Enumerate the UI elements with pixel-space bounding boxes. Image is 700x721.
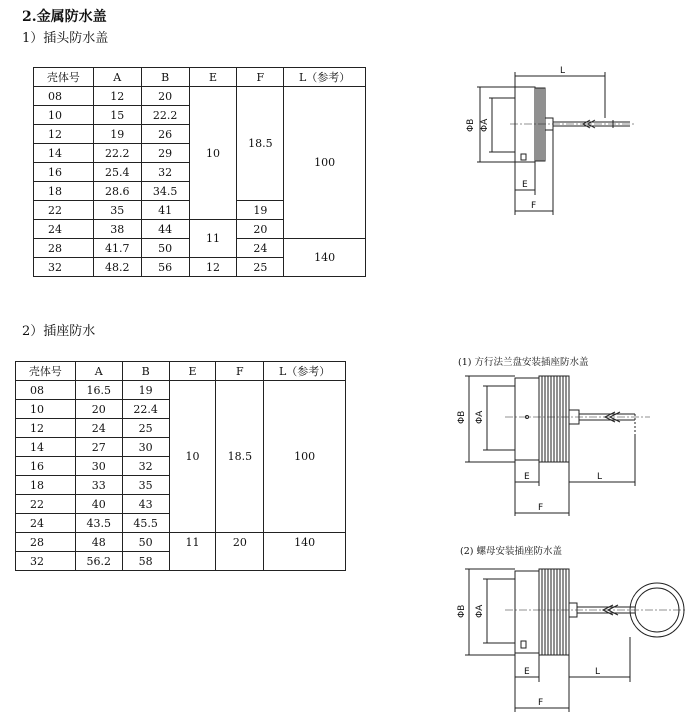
table-cell: 19: [93, 125, 141, 144]
table-cell: 14: [34, 144, 94, 163]
dim-F-label: F: [538, 698, 544, 708]
table-cell: 48.2: [93, 258, 141, 277]
table-cell: 26: [141, 125, 189, 144]
section-heading: 2.金属防水盖: [22, 9, 107, 25]
table-cell: 27: [75, 438, 122, 457]
table-cell: 16: [34, 163, 94, 182]
table-cell: 10: [169, 381, 216, 533]
table-cell: 30: [122, 438, 169, 457]
dim-L-label: L: [560, 66, 566, 76]
col-header: F: [216, 362, 264, 381]
table-row: [34, 87, 366, 106]
table-cell: 10: [34, 106, 94, 125]
drawing-caption-1: (1) 方行法兰盘安装插座防水盖: [458, 357, 589, 368]
plug-cap-table: [33, 67, 366, 277]
col-header: L（参考）: [284, 68, 366, 87]
table-cell: 18: [16, 476, 76, 495]
table-cell: 19: [122, 381, 169, 400]
table-cell: 100: [264, 381, 346, 533]
table-header-row: [34, 68, 366, 87]
col-header: A: [93, 68, 141, 87]
table-cell: 58: [122, 552, 169, 571]
col-header: A: [75, 362, 122, 381]
table-cell: 19: [237, 201, 284, 220]
table-cell: 44: [141, 220, 189, 239]
table-cell: 35: [122, 476, 169, 495]
table-cell: 56: [141, 258, 189, 277]
table-cell: 22: [34, 201, 94, 220]
col-header: E: [189, 68, 237, 87]
table-cell: 20: [216, 533, 264, 571]
table-cell: 20: [237, 220, 284, 239]
dim-F-label: F: [538, 503, 544, 513]
table-cell: 11: [169, 533, 216, 571]
table-cell: 16: [16, 457, 76, 476]
dim-E-label: E: [524, 472, 530, 482]
flange-receptacle-cap-drawing: [445, 368, 665, 520]
table-cell: 24: [75, 419, 122, 438]
table-cell: 18: [34, 182, 94, 201]
table-cell: 32: [34, 258, 94, 277]
col-header: 壳体号: [34, 68, 94, 87]
table-cell: 28.6: [93, 182, 141, 201]
table-cell: 18.5: [216, 381, 264, 533]
dim-E-label: E: [522, 180, 528, 190]
dim-phiB-label: ΦB: [466, 118, 476, 132]
col-header: F: [237, 68, 284, 87]
table-cell: 08: [34, 87, 94, 106]
table-cell: 45.5: [122, 514, 169, 533]
table-cell: 43.5: [75, 514, 122, 533]
dim-phiA-label: ΦA: [475, 410, 485, 424]
table-cell: 33: [75, 476, 122, 495]
table-cell: 41: [141, 201, 189, 220]
table-cell: 22: [16, 495, 76, 514]
table-cell: 08: [16, 381, 76, 400]
table-cell: 22.2: [93, 144, 141, 163]
table-row: [16, 533, 346, 552]
table-cell: 40: [75, 495, 122, 514]
plug-cap-drawing: [455, 60, 640, 225]
col-header: L（参考）: [264, 362, 346, 381]
table-cell: 25: [122, 419, 169, 438]
dim-F-label: F: [531, 201, 537, 211]
table-cell: 50: [141, 239, 189, 258]
table-cell: 24: [34, 220, 94, 239]
table-cell: 41.7: [93, 239, 141, 258]
col-header: B: [141, 68, 189, 87]
table-row: [16, 381, 346, 400]
table-cell: 100: [284, 87, 366, 239]
dim-phiA-label: ΦA: [475, 604, 485, 618]
section2-title: 2）插座防水: [22, 324, 96, 339]
table-cell: 48: [75, 533, 122, 552]
drawing-caption-2: (2) 螺母安装插座防水盖: [460, 546, 562, 557]
table-cell: 20: [75, 400, 122, 419]
receptacle-cap-table: [15, 361, 346, 571]
table-cell: 56.2: [75, 552, 122, 571]
table-cell: 32: [141, 163, 189, 182]
table-cell: 35: [93, 201, 141, 220]
table-cell: 38: [93, 220, 141, 239]
nut-receptacle-cap-drawing: [445, 557, 695, 717]
table-cell: 18.5: [237, 87, 284, 201]
col-header: 壳体号: [16, 362, 76, 381]
table-cell: 25.4: [93, 163, 141, 182]
table-cell: 12: [189, 258, 237, 277]
table-cell: 30: [75, 457, 122, 476]
section1-title: 1）插头防水盖: [22, 31, 109, 46]
table-cell: 22.2: [141, 106, 189, 125]
table-cell: 12: [16, 419, 76, 438]
table-cell: 25: [237, 258, 284, 277]
table-cell: 20: [141, 87, 189, 106]
table-cell: 22.4: [122, 400, 169, 419]
dim-phiB-label: ΦB: [457, 604, 467, 618]
table-cell: 50: [122, 533, 169, 552]
table-cell: 12: [34, 125, 94, 144]
col-header: B: [122, 362, 169, 381]
table-cell: 43: [122, 495, 169, 514]
dim-L-label: L: [597, 472, 603, 482]
table-cell: 32: [16, 552, 76, 571]
table-cell: 10: [189, 87, 237, 220]
table-cell: 28: [34, 239, 94, 258]
dim-L-label: L: [595, 667, 601, 677]
table-cell: 140: [264, 533, 346, 571]
table-header-row: [16, 362, 346, 381]
table-cell: 14: [16, 438, 76, 457]
col-header: E: [169, 362, 216, 381]
table-cell: 29: [141, 144, 189, 163]
dim-E-label: E: [524, 667, 530, 677]
table-cell: 12: [93, 87, 141, 106]
table-cell: 10: [16, 400, 76, 419]
dim-phiB-label: ΦB: [457, 410, 467, 424]
table-cell: 24: [237, 239, 284, 258]
table-cell: 32: [122, 457, 169, 476]
table-cell: 140: [284, 239, 366, 277]
table-cell: 24: [16, 514, 76, 533]
table-cell: 34.5: [141, 182, 189, 201]
table-cell: 11: [189, 220, 237, 258]
table-cell: 15: [93, 106, 141, 125]
dim-phiA-label: ΦA: [480, 118, 490, 132]
table-cell: 28: [16, 533, 76, 552]
table-cell: 16.5: [75, 381, 122, 400]
